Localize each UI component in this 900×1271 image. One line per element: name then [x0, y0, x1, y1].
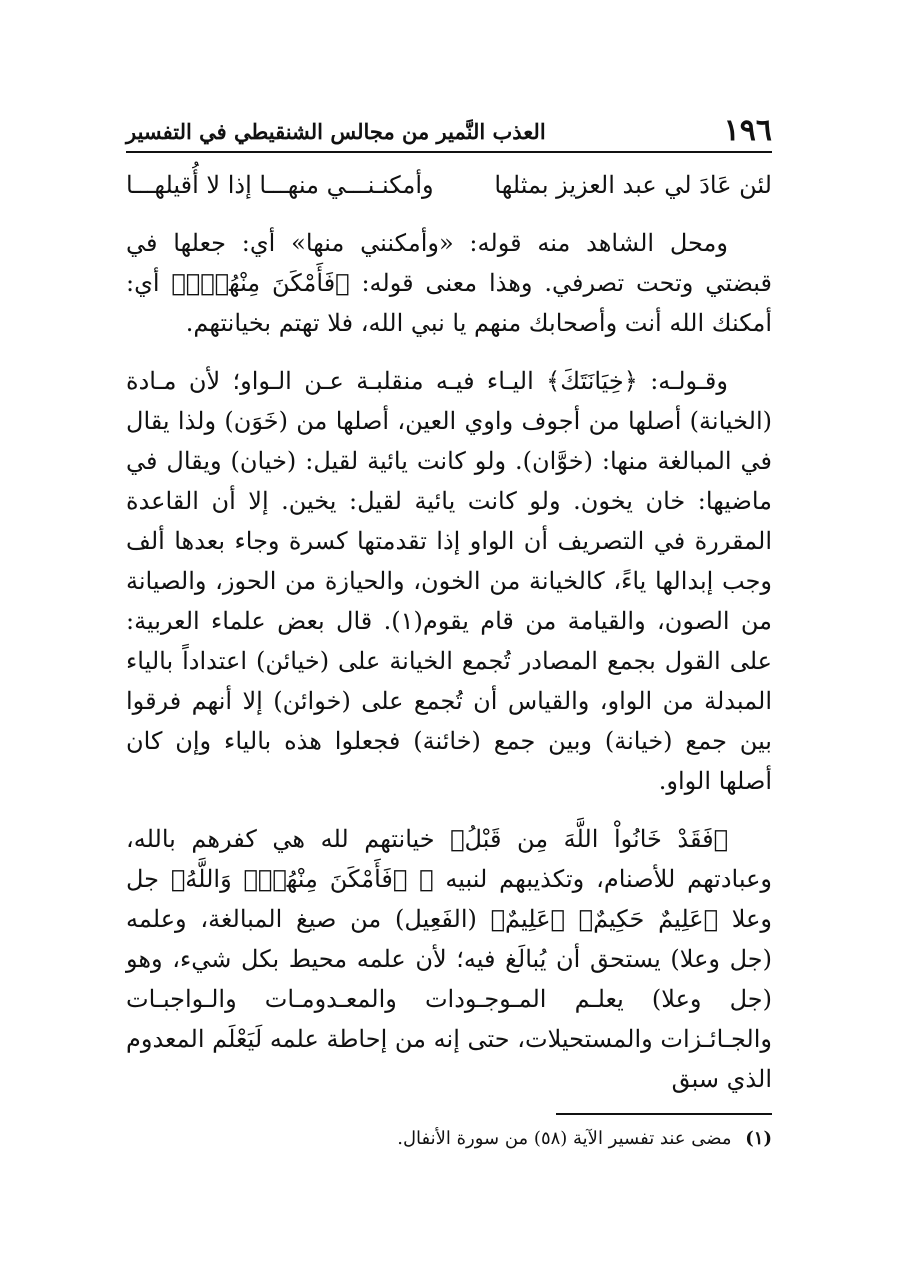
paragraph-3: ﴿فَقَدْ خَانُواْ اللَّهَ مِن قَبْلُ﴾ خيانتهم لله هي كفرهم بالله، وعبادتهم للأصنام، وتكذيبهم لنبيه ﷺ ﴿فَأَمْكَنَ مِنْهُمْۗ وَاللَّهُ﴾ جل وعلا ﴿عَلِيمٌ حَكِيمٌ﴾ ﴿عَلِيمٌ﴾ (الفَعِيل) من صيغ المبالغة، وعلمه (جل وعلا) يستحق أن يُبالَغ فيه؛ لأن علمه محيط بكل شيء، وهو (جل وعلا) يعلـم المـوجـودات والمعـدومـات والـواجبـات والجـائـزات والمستحيلات، حتى إنه من إحاطة علمه لَيَعْلَم المعدوم الذي سبق [126, 825, 772, 1093]
footnote [126, 1124, 772, 1154]
footnote-text: مضى عند تفسير الآية (٥٨) من سورة الأنفال. [397, 1128, 732, 1149]
body-text [126, 165, 772, 1099]
paragraph-1: ومحل الشاهد منه قوله: «وأمكنني منها» أي: جعلها في قبضتي وتحت تصرفي. وهذا معنى قوله: ﴿فَأَمْكَنَ مِنْهُمْۗ﴾ أي: أمكنك الله أنت وأصحابك منهم يا نبي الله، فلا تهتم بخيانتهم. [126, 229, 772, 337]
page-number: ١٩٦ [723, 113, 772, 148]
paragraph-2: وقـولـه: ﴿خِيَانَتَكَ﴾ اليـاء فيـه منقلبـة عـن الـواو؛ لأن مـادة (الخيانة) أصلها من أجوف واوي العين، أصلها من (خَوَن) ولذا يقال في المبالغة منها: (خوَّان). ولو كانت يائية لقيل: (خيان) ويقال في ماضيها: خان يخون. ولو كانت يائية لقيل: يخين. إلا أن القاعدة المقررة في التصريف أن الواو إذا تقدمتها كسرة وجاء بعدها ألف وجب إبدالها ياءً، كالخيانة من الخون، والحيازة من الحوز، والصيانة من الصون، والقيامة من قام يقوم(١). قال بعض علماء العربية: على القول بجمع المصادر تُجمع الخيانة على (خيائن) اعتداداً بالياء المبدلة من الواو، والقياس أن تُجمع على (خوائن) إلا أنهم فرقوا بين جمع (خيانة) وبين جمع (خائنة) فجعلوا هذه بالياء وإن كان أصلها الواو. [126, 367, 773, 795]
header-rule [126, 151, 772, 153]
verse-hemistich-right: لئن عَادَ لي عبد العزيز بمثلها [494, 171, 772, 199]
page-header [126, 112, 772, 152]
footnote-number: (١) [745, 1128, 772, 1149]
footnote-rule [556, 1113, 772, 1115]
running-title: العذب النَّمير من مجالس الشنقيطي في التفسير [126, 119, 546, 144]
verse-hemistich-left: وأمكنـنـــي منهـــا إذا لا أُقيلهـــا [126, 171, 434, 199]
poetry-verse [126, 165, 772, 205]
